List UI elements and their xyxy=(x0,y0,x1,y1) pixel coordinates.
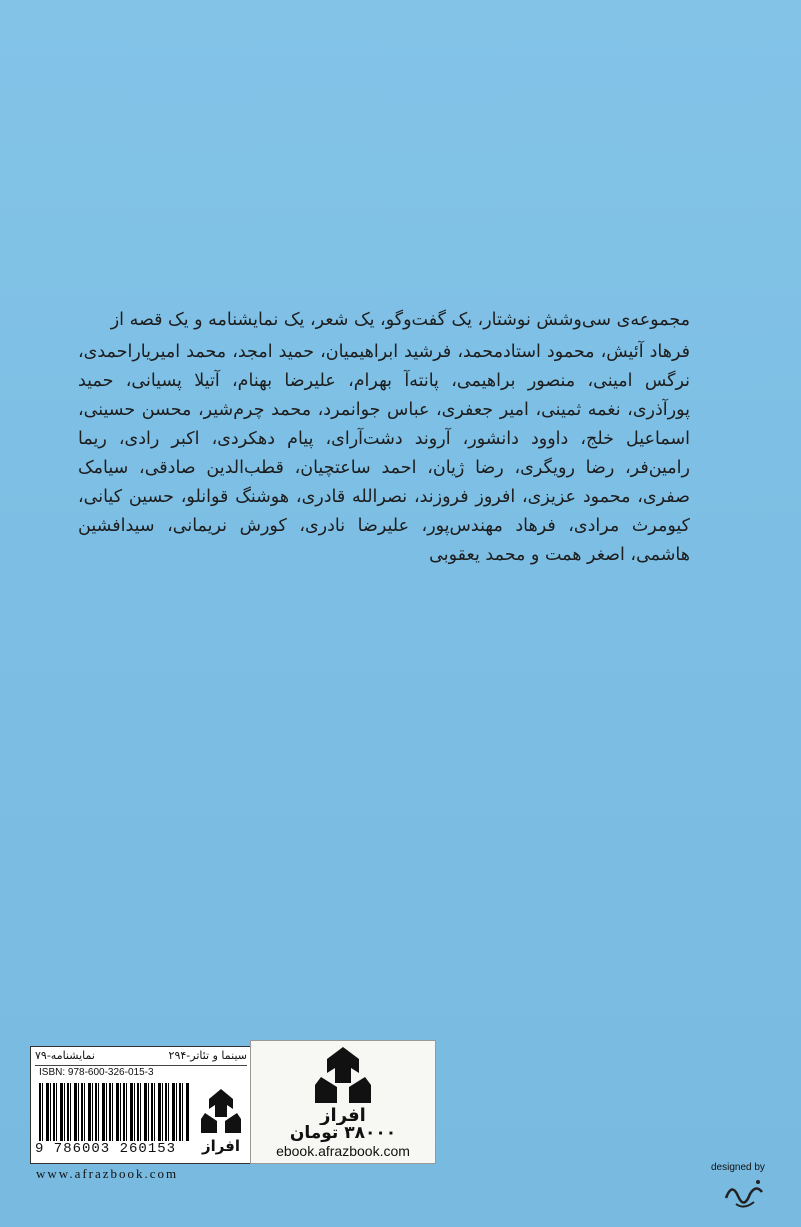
publisher-website: www.afrazbook.com xyxy=(36,1166,179,1181)
logo-text: افراز xyxy=(201,1137,241,1155)
afraz-logo-icon xyxy=(197,1087,245,1157)
designer-signature-icon xyxy=(722,1174,768,1214)
logo-text: افراز xyxy=(320,1105,366,1125)
isbn-box xyxy=(30,1046,252,1164)
book-blurb xyxy=(78,306,690,570)
blurb-intro: مجموعه‌ی سی‌وشش نوشتار، یک گفت‌وگو، یک شعر، یک نمایشنامه و یک قصه از xyxy=(110,310,690,330)
isbn-number: ISBN: 978-600-326-015-3 xyxy=(39,1067,154,1078)
series-left: نمایشنامه-۷۹ xyxy=(35,1049,95,1062)
designed-by-label: designed by xyxy=(711,1162,765,1173)
ebook-url: ebook.afrazbook.com xyxy=(276,1143,410,1159)
series-right: سینما و تئاتر-۲۹۴ xyxy=(168,1049,247,1062)
price-label: ۳۸۰۰۰ تومان xyxy=(289,1123,397,1143)
series-line xyxy=(35,1049,247,1066)
price-sticker xyxy=(250,1040,436,1164)
afraz-logo-icon xyxy=(311,1045,375,1125)
barcode-digits: 9 786003 260153 xyxy=(35,1141,177,1157)
barcode xyxy=(39,1083,189,1141)
blurb-contributors: فرهاد آئیش، محمود استادمحمد، فرشید ابراهیمیان، حمید امجد، محمد امیریاراحمدی، نرگس امینی، منصور براهیمی، پانته‌آ بهرام، علیرضا بهنام، آتیلا پسیانی، حمید پورآذری، نغمه ثمینی، امیر جعفری، عباس جوانمرد، محمد چرم‌شیر، محسن حسینی، اسماعیل خلج، داوود دانشور، آروند دشت‌آرای، پیام دهکردی، اکبر رادی، ریما رامین‌فر، رضا رویگری، رضا ژیان، احمد ساعتچیان، قطب‌الدین صادقی، سیامک صفری، محمود عزیزی، افروز فروزند، نصرالله قادری، هوشنگ قوانلو، حسین کیانی، کیومرث مرادی، فرهاد مهندس‌پور، علیرضا نادری، کورش نریمانی، سیدافشین هاشمی، اصغر همت و محمد یعقوبی xyxy=(78,342,690,565)
